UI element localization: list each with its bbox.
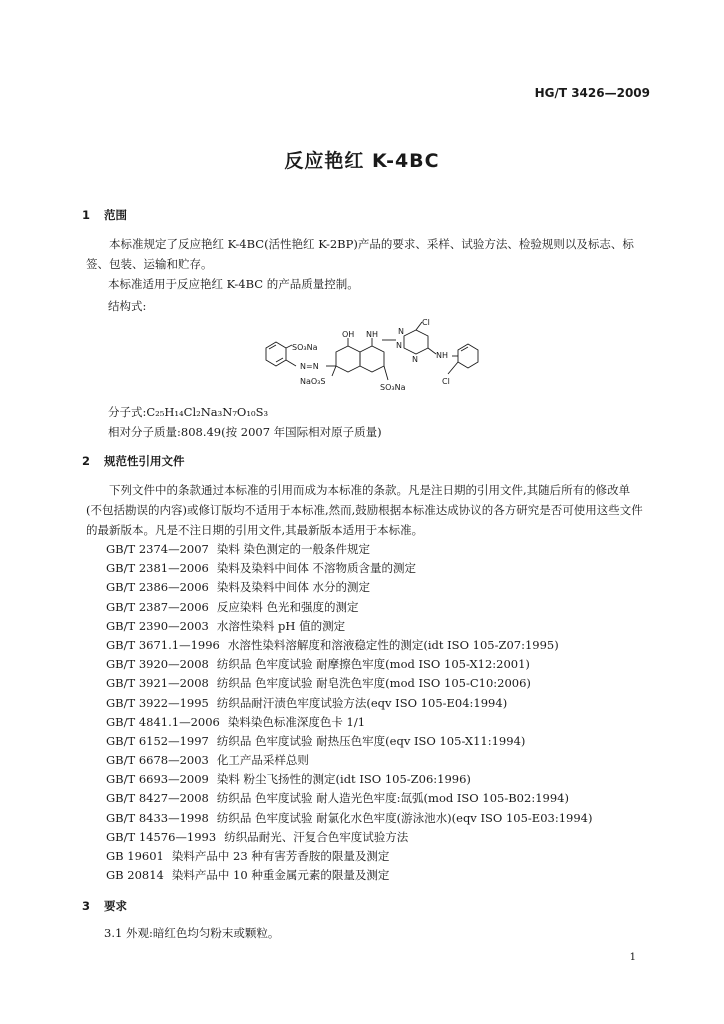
- label-nh-right: NH: [436, 351, 448, 360]
- reference-code: GB/T 6678—2003: [106, 753, 209, 768]
- references-intro: 下列文件中的条款通过本标准的引用而成为本标准的条款。凡是注日期的引用文件,其随后所有的修改单(不包括勘误的内容)或修订版均不适用于本标准,然而,鼓励根据本标准达成协议的各方研究是否可使用这些文件的最新版本。凡是不注日期的引用文件,其最新版本适用于本标准。: [86, 483, 643, 537]
- reference-code: GB/T 2386—2006: [106, 580, 209, 595]
- reference-title: 纺织品 色牢度试验 耐皂洗色牢度(mod ISO 105-C10:2006): [216, 676, 531, 691]
- reference-code: GB/T 2390—2003: [106, 618, 209, 633]
- molecular-formula: 分子式:C₂₅H₁₄Cl₂Na₃N₇O₁₀S₃: [108, 405, 269, 419]
- reference-code: GB/T 8433—1998: [106, 810, 209, 825]
- reference-item: [106, 809, 592, 828]
- chemical-structure: [256, 318, 486, 418]
- label-cl-bottom: Cl: [442, 377, 450, 386]
- scope-paragraph-2: 本标准适用于反应艳红 K-4BC 的产品质量控制。: [108, 277, 359, 291]
- reference-title: 纺织品耐光、汗复合色牢度试验方法: [224, 829, 409, 844]
- naphthalene-ring-b: [360, 346, 384, 372]
- reference-title: 染料 染色测定的一般条件规定: [216, 542, 371, 556]
- reference-code: GB/T 3921—2008: [106, 676, 209, 691]
- reference-title: 染料 粉尘飞扬性的测定(idt ISO 105-Z06:1996): [216, 772, 471, 787]
- reference-item: [106, 578, 592, 597]
- reference-item: [106, 655, 592, 674]
- molecular-mass: 相对分子质量:808.49(按 2007 年国际相对原子质量): [108, 425, 382, 439]
- reference-title: 水溶性染料溶解度和溶液稳定性的测定(idt ISO 105-Z07:1995): [227, 637, 559, 652]
- benzene-ring-left: [266, 342, 286, 366]
- reference-title: 染料及染料中间体 不溶物质含量的测定: [216, 561, 417, 576]
- reference-title: 纺织品 色牢度试验 耐氯化水色牢度(游泳池水)(eqv ISO 105-E03:1994): [216, 810, 593, 825]
- reference-code: GB/T 6693—2009: [106, 772, 209, 787]
- reference-code: GB/T 6152—1997: [106, 733, 209, 748]
- reference-item: [106, 713, 592, 732]
- standard-code: HG/T 3426—2009: [534, 86, 650, 100]
- reference-code: GB/T 2374—2007: [106, 542, 209, 556]
- reference-title: 反应染料 色光和强度的测定: [216, 599, 359, 614]
- label-n-left: N: [396, 341, 402, 350]
- label-so3na-bottom: SO₃Na: [380, 383, 406, 392]
- reference-item: [106, 617, 592, 636]
- reference-code: GB/T 3922—1995: [106, 695, 209, 710]
- reference-item: [106, 789, 592, 808]
- label-azo: N=N: [300, 362, 319, 371]
- requirement-3-1: 3.1 外观:暗红色均匀粉末或颗粒。: [104, 926, 280, 940]
- document-title: 反应艳红 K-4BC: [284, 150, 440, 172]
- reference-title: 染料产品中 10 种重金属元素的限量及测定: [171, 868, 390, 883]
- reference-code: GB 20814: [106, 868, 164, 883]
- reference-item: [106, 636, 592, 655]
- section-3-heading: [82, 898, 127, 914]
- structure-label: 结构式:: [108, 299, 147, 313]
- reference-item: [106, 828, 592, 847]
- section-title: 规范性引用文件: [104, 454, 185, 468]
- reference-code: GB/T 3671.1—1996: [106, 637, 220, 652]
- reference-code: GB 19601: [106, 849, 164, 863]
- reference-code: GB/T 8427—2008: [106, 791, 209, 806]
- label-n-top: N: [398, 327, 404, 336]
- reference-title: 水溶性染料 pH 值的测定: [216, 618, 346, 633]
- reference-title: 化工产品采样总则: [216, 753, 309, 768]
- reference-title: 纺织品 色牢度试验 耐人造光色牢度:氙弧(mod ISO 105-B02:1994): [216, 791, 569, 806]
- reference-item: [106, 751, 592, 770]
- section-number: 2: [82, 454, 91, 468]
- reference-code: GB/T 4841.1—2006: [106, 714, 220, 729]
- reference-item: [106, 540, 592, 559]
- triazine-ring: [404, 330, 428, 354]
- reference-item: [106, 598, 592, 617]
- section-number: 1: [82, 208, 91, 222]
- label-cl-top: Cl: [422, 318, 430, 327]
- reference-code: GB/T 2381—2006: [106, 561, 209, 576]
- section-title: 范围: [104, 208, 127, 222]
- reference-code: GB/T 3920—2008: [106, 657, 209, 672]
- label-oh: OH: [342, 330, 355, 339]
- reference-item: [106, 770, 592, 789]
- reference-code: GB/T 14576—1993: [106, 829, 217, 844]
- reference-list: [106, 540, 592, 885]
- benzene-ring-right: [458, 344, 478, 368]
- section-1-heading: [82, 207, 127, 223]
- label-nao3s: NaO₃S: [300, 377, 326, 386]
- page-number: 1: [629, 952, 636, 963]
- reference-title: 染料产品中 23 种有害芳香胺的限量及测定: [171, 849, 390, 863]
- label-nh-left: NH: [366, 330, 378, 339]
- reference-item: [106, 847, 592, 866]
- section-title: 要求: [104, 899, 127, 913]
- section-number: 3: [82, 899, 91, 913]
- reference-item: [106, 866, 592, 885]
- section-2-heading: [82, 453, 185, 469]
- reference-title: 染料及染料中间体 水分的测定: [216, 580, 371, 595]
- naphthalene-ring-a: [336, 346, 360, 372]
- scope-paragraph-1: 本标准规定了反应艳红 K-4BC(活性艳红 K-2BP)产品的要求、采样、试验方法、检验规则以及标志、标签、包装、运输和贮存。: [86, 237, 634, 271]
- reference-item: [106, 732, 592, 751]
- reference-item: [106, 674, 592, 693]
- reference-title: 染料染色标准深度色卡 1/1: [227, 714, 366, 729]
- reference-title: 纺织品 色牢度试验 耐摩擦色牢度(mod ISO 105-X12:2001): [216, 657, 530, 672]
- reference-item: [106, 694, 592, 713]
- label-so3na-top: SO₃Na: [292, 343, 318, 352]
- label-n-bottom: N: [412, 355, 418, 364]
- reference-title: 纺织品耐汗渍色牢度试验方法(eqv ISO 105-E04:1994): [216, 695, 508, 710]
- reference-title: 纺织品 色牢度试验 耐热压色牢度(eqv ISO 105-X11:1994): [216, 733, 526, 748]
- reference-code: GB/T 2387—2006: [106, 599, 209, 614]
- reference-item: [106, 559, 592, 578]
